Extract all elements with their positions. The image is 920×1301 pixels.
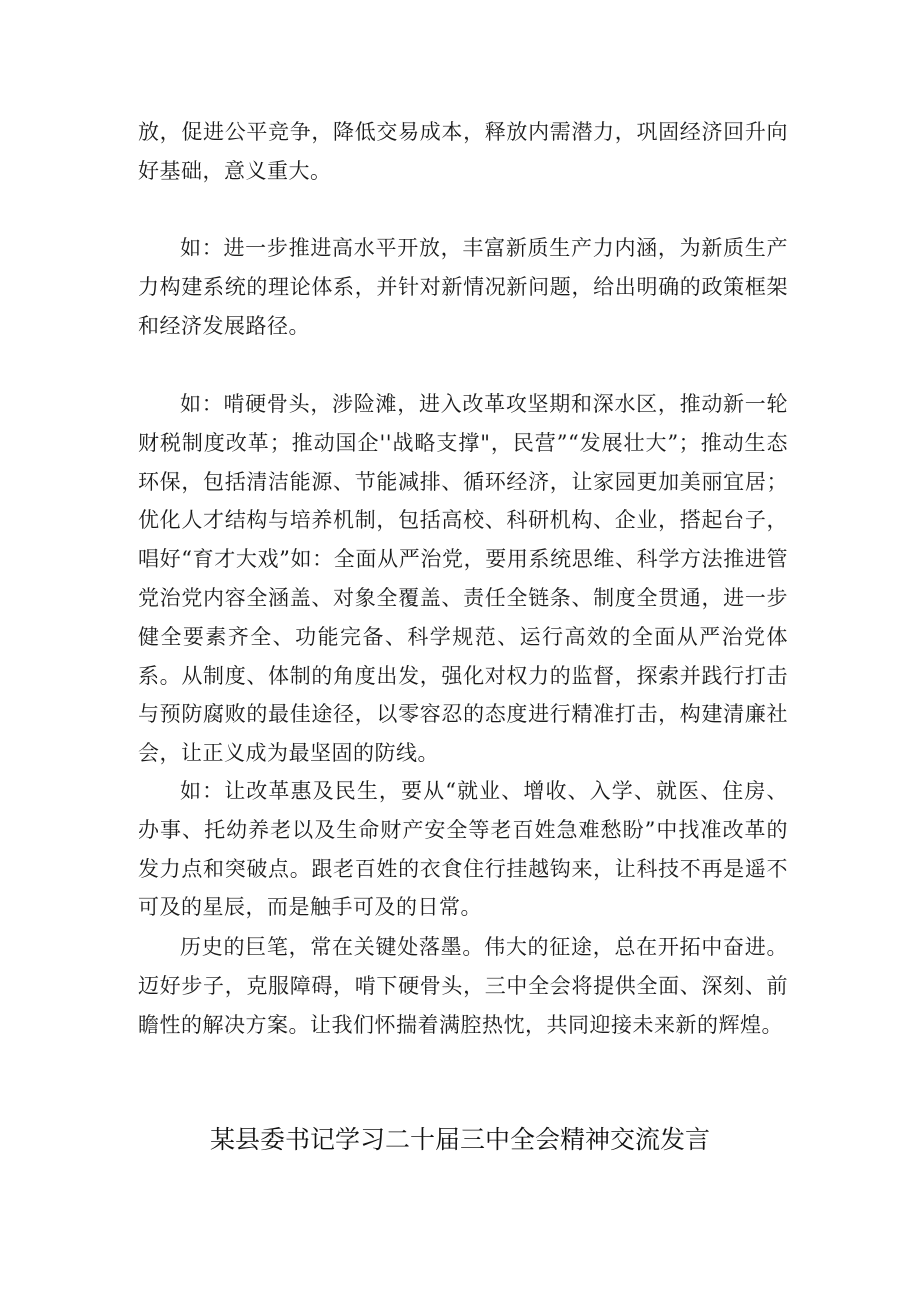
paragraph-continued: 放，促进公平竞争，降低交易成本，释放内需潜力，巩固经济回升向好基础，意义重大。 [138, 120, 788, 183]
next-article-title: 某县委书记学习二十届三中全会精神交流发言 [209, 1125, 710, 1154]
paragraph-conclusion: 历史的巨笔，常在关键处落墨。伟大的征途，总在开拓中奋进。迈好步子，克服障碍，啃下硬骨头，三中全会将提供全面、深刻、前瞻性的解决方案。让我们怀揣着满腔热忱，共同迎接未来新的辉煌。 [138, 935, 788, 1037]
paragraph-open-high-level: 如：进一步推进高水平开放，丰富新质生产力内涵，为新质生产力构建系统的理论体系，并针对新情况新问题，给出明确的政策框架和经济发展路径。 [138, 236, 788, 338]
paragraph-reform-deep-water: 如：啃硬骨头，涉险滩，进入改革攻坚期和深水区，推动新一轮财税制度改革；推动国企''战略支撑"，民营”“发展壮大”；推动生态环保，包括清洁能源、节能减排、循环经济，让家园更加美丽宜居；优化人才结构与培养机制，包括高校、科研机构、企业，搭起台子，唱好“育才大戏”如：全面从严治党，要用系统思维、科学方法推进管党治党内容全涵盖、对象全覆盖、责任全链条、制度全贯通，进一步健全要素齐全、功能完备、科学规范、运行高效的全面从严治党体系。从制度、体制的角度出发，强化对权力的监督，探索并践行打击与预防腐败的最佳途径，以零容忍的态度进行精准打击，构建清廉社会，让正义成为最坚固的防线。 [138, 392, 788, 766]
paragraph-livelihood: 如：让改革惠及民生，要从“就业、增收、入学、就医、住房、办事、托幼养老以及生命财产安全等老百姓急难愁盼”中找准改革的发力点和突破点。跟老百姓的衣食住行挂越钩来，让科技不再是遥不可及的星辰，而是触手可及的日常。 [138, 779, 788, 920]
